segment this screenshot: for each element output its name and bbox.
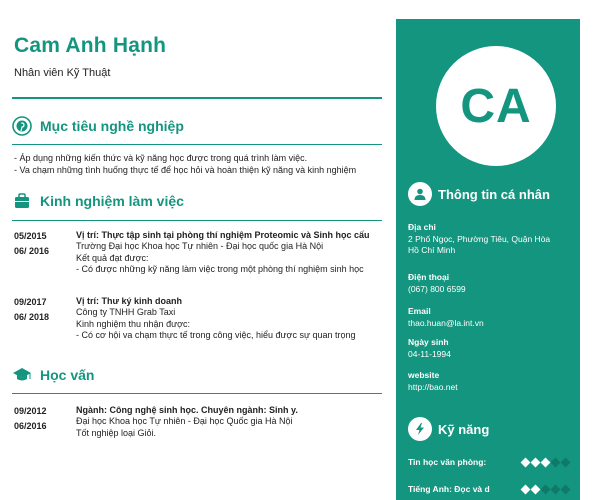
header-divider bbox=[12, 97, 382, 99]
school: Đại học Khoa học Tự nhiên - Đại học Quốc gia Hà Nội bbox=[76, 416, 293, 427]
rating-empty-icon bbox=[551, 457, 561, 467]
major: Ngành: Công nghệ sinh học. Chuyên ngành: Sinh y. bbox=[76, 405, 298, 415]
education-details bbox=[76, 405, 388, 439]
skill-label: Tin học văn phòng: bbox=[408, 457, 487, 467]
experience-divider bbox=[12, 220, 382, 221]
rating-empty-icon bbox=[561, 457, 571, 467]
email-label: Email bbox=[408, 306, 431, 316]
position: Vị trí: Thực tập sinh tại phòng thí nghiệm Proteomic và Sinh học cấu bbox=[76, 230, 370, 240]
experience-dates bbox=[14, 296, 64, 323]
candidate-name: Cam Anh Hạnh bbox=[14, 34, 167, 57]
avatar bbox=[436, 46, 556, 166]
address-label: Địa chỉ bbox=[408, 222, 436, 232]
rating-filled-icon bbox=[521, 457, 531, 467]
phone-label: Điện thoại bbox=[408, 272, 450, 282]
objective-section-header bbox=[12, 115, 184, 137]
job-title: Nhân viên Kỹ Thuật bbox=[14, 67, 111, 79]
phone-value: (067) 800 6599 bbox=[408, 283, 466, 294]
rating-filled-icon bbox=[541, 457, 551, 467]
end-date: 06/ 2018 bbox=[14, 312, 50, 322]
experience-details bbox=[76, 230, 388, 276]
objective-heading: Mục tiêu nghề nghiệp bbox=[40, 118, 184, 134]
address-line: Hồ Chí Minh bbox=[408, 245, 456, 255]
result: - Có được những kỹ năng làm việc trong một phòng thí nghiệm sinh học bbox=[76, 264, 364, 275]
briefcase-icon bbox=[12, 191, 32, 211]
rating-empty-icon bbox=[561, 484, 571, 494]
rating-filled-icon bbox=[521, 484, 531, 494]
position: Vị trí: Thư ký kinh doanh bbox=[76, 296, 183, 306]
address-line: 2 Phố Ngọc, Phường Tiêu, Quận Hòa bbox=[408, 233, 551, 244]
phone-block bbox=[408, 272, 466, 295]
sidebar bbox=[396, 19, 580, 500]
rating-empty-icon bbox=[551, 484, 561, 494]
education-dates bbox=[14, 405, 64, 432]
avatar-initials: CA bbox=[460, 79, 532, 133]
personal-info-header bbox=[408, 182, 550, 206]
experience-dates bbox=[14, 230, 64, 257]
skill-rating bbox=[522, 459, 569, 466]
dob-block bbox=[408, 337, 451, 360]
skill-row bbox=[408, 484, 578, 494]
address-block bbox=[408, 222, 550, 257]
skill-label: Tiếng Anh: Đọc và d bbox=[408, 484, 490, 494]
company: Trường Đại học Khoa học Tự nhiên - Đại học quốc gia Hà Nội bbox=[76, 241, 324, 252]
website-block bbox=[408, 370, 458, 393]
email-block bbox=[408, 306, 484, 329]
dob-label: Ngày sinh bbox=[408, 337, 449, 347]
rating-empty-icon bbox=[541, 484, 551, 494]
list-item: - Áp dụng những kiến thức và kỹ năng học được trong quá trình làm việc. bbox=[14, 153, 308, 163]
start-date: 09/2017 bbox=[14, 297, 47, 307]
experience-section-header bbox=[12, 190, 184, 212]
result: - Có cơ hội va chạm thực tế trong công việc, hiểu được sự quan trọng bbox=[76, 330, 356, 341]
skill-rating bbox=[522, 486, 569, 493]
result-label: Kết quả đạt được: bbox=[76, 252, 149, 263]
objective-list bbox=[14, 152, 356, 176]
skills-heading: Kỹ năng bbox=[438, 421, 490, 437]
experience-heading: Kinh nghiệm làm việc bbox=[40, 193, 184, 209]
skills-header bbox=[408, 417, 489, 441]
user-icon bbox=[408, 182, 432, 206]
rating-filled-icon bbox=[531, 457, 541, 467]
result-label: Kinh nghiệm thu nhận được: bbox=[76, 318, 190, 329]
personal-info-heading: Thông tin cá nhân bbox=[438, 186, 550, 202]
graduation-cap-icon bbox=[12, 365, 32, 385]
lightning-icon bbox=[408, 417, 432, 441]
website-label: website bbox=[408, 370, 440, 380]
dob-value: 04-11-1994 bbox=[408, 348, 451, 359]
skill-row bbox=[408, 457, 578, 467]
pinterest-icon bbox=[12, 116, 32, 136]
objective-divider bbox=[12, 144, 382, 145]
rating-filled-icon bbox=[531, 484, 541, 494]
start-date: 05/2015 bbox=[14, 231, 47, 241]
start-date: 09/2012 bbox=[14, 406, 47, 416]
company: Công ty TNHH Grab Taxi bbox=[76, 307, 176, 318]
education-heading: Học vấn bbox=[40, 367, 95, 383]
end-date: 06/ 2016 bbox=[14, 246, 50, 256]
experience-details bbox=[76, 296, 388, 342]
note: Tốt nghiệp loại Giỏi. bbox=[76, 427, 157, 438]
website-link[interactable]: http://bao.net bbox=[408, 381, 458, 392]
end-date: 06/2016 bbox=[14, 421, 47, 431]
email-value: thao.huan@la.int.vn bbox=[408, 317, 484, 328]
list-item: - Va chạm những tình huống thực tế để học hỏi và hoàn thiện kỹ năng và kinh nghiệm bbox=[14, 165, 357, 175]
education-divider bbox=[12, 393, 382, 394]
education-section-header bbox=[12, 364, 94, 386]
